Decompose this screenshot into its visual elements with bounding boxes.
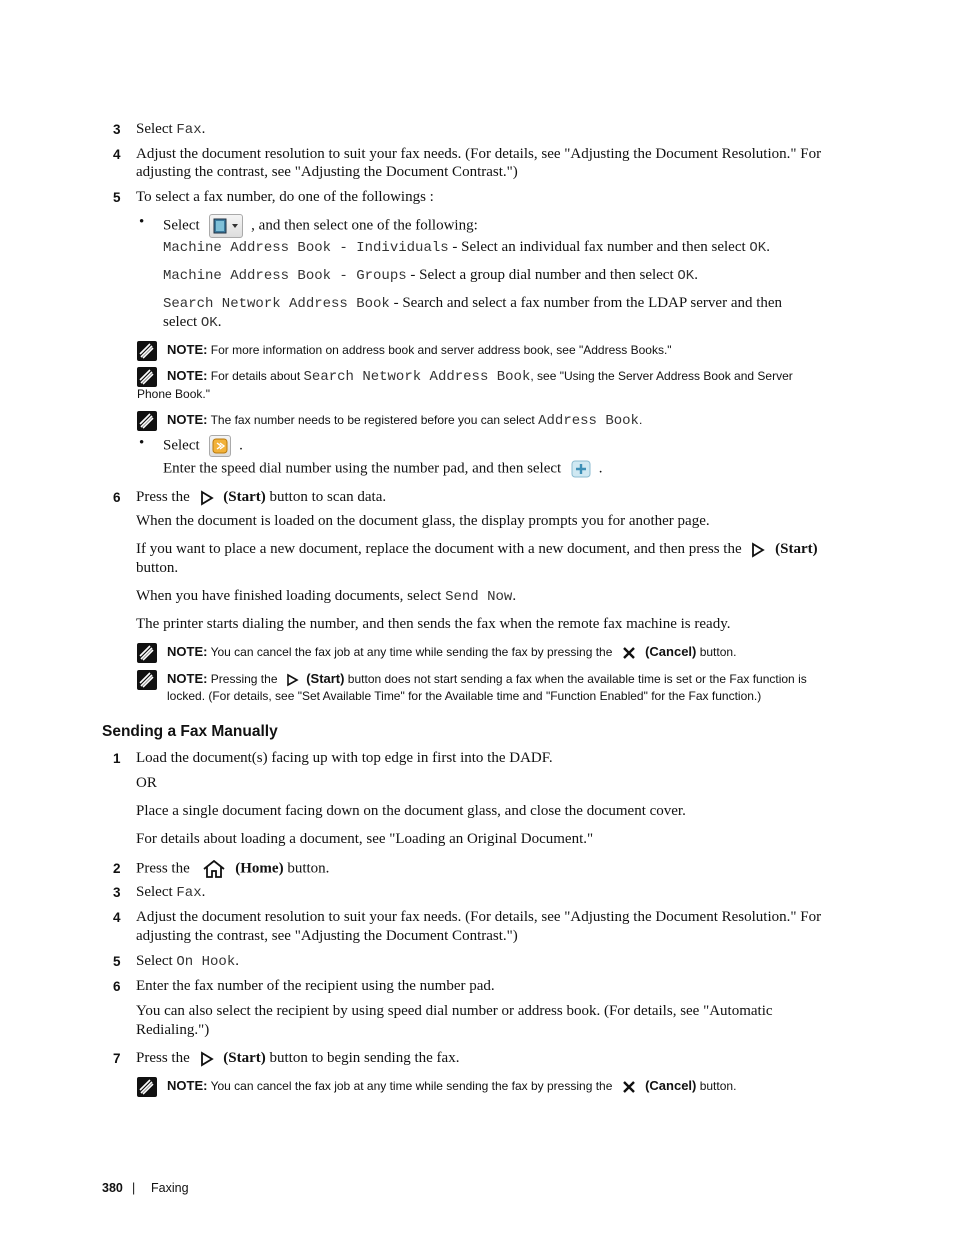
button-name: (Start) [775,541,818,557]
text: Select [163,437,200,454]
text: , and then select one of the following: [251,217,478,234]
bullet-text [163,435,243,457]
text: When you have finished loading documents, select [136,588,446,604]
text: . [638,413,643,427]
paragraph [136,588,516,605]
step-number: 3 [113,885,121,900]
text: . [239,437,243,454]
step-text-line1: Adjust the document resolution to suit your fax needs. (For details, see "Adjusting the Document Resolution." For [136,909,822,925]
section-heading: Sending a Fax Manually [102,723,278,740]
option-search-network-line2 [163,314,221,331]
text: button. [283,860,330,877]
page-number: 380 [102,1181,123,1195]
note [167,670,807,688]
note-icon [137,367,157,387]
text: . [235,953,239,969]
paragraph-line2: button. [136,560,179,576]
note [167,367,793,386]
button-name: (Start) [223,1050,266,1066]
step-number: 2 [113,861,121,876]
text: You can cancel the fax job at any time while sending the fax by pressing the [207,645,613,659]
step-number: 6 [113,979,121,994]
text: . [217,314,222,330]
step-number: 1 [113,751,121,766]
step-text [136,860,329,878]
code-text: Search Network Address Book [163,296,390,312]
note-label: NOTE: [167,412,208,427]
bullet: • [139,435,145,451]
code-text: Address Book [538,413,639,429]
text: Pressing the [207,672,278,686]
step-text [136,121,205,138]
note-label: NOTE: [167,1078,208,1093]
code-text: OK [200,315,218,331]
note-line2: locked. (For details, see "Set Available Time" for the Available time and "Function Enabled" for the Fax function.) [167,689,762,703]
step-number: 6 [113,490,121,505]
note-icon [137,341,157,361]
paragraph-line1: You can also select the recipient by using speed dial number or address book. (For details, see "Automatic [136,1003,773,1019]
text: You can cancel the fax job at any time while sending the fax by pressing the [207,1079,613,1093]
step-text-line2: adjusting the contrast, see "Adjusting the Document Contrast.") [136,928,518,944]
step-text [136,884,205,901]
code-text: Machine Address Book - Groups [163,268,407,284]
option-groups [163,267,698,284]
speed-dial-text [163,460,602,478]
address-book-icon [209,214,243,238]
step-number: 4 [113,147,121,162]
button-name: (Start) [306,671,345,686]
text: button does not start sending a fax when the available time is set or the Fax function is [344,672,807,686]
note-icon [137,670,157,690]
start-icon [285,673,299,687]
text: button. [696,645,737,659]
note-icon [137,411,157,431]
text: Enter the speed dial number using the number pad, and then select [163,460,562,477]
step-text: To select a fax number, do one of the followings : [136,189,434,205]
note [167,341,672,359]
text: Select [163,217,200,234]
step-text: Enter the fax number of the recipient using the number pad. [136,978,495,994]
start-icon [750,542,766,558]
note [167,1077,736,1095]
plus-icon [571,460,591,478]
cancel-icon [622,1080,636,1094]
paragraph-line2: Redialing.") [136,1022,210,1038]
text: - Select an individual fax number and then select [448,239,750,255]
note-label: NOTE: [167,368,208,383]
text: For more information on address book and server address book, see "Address Books." [207,343,672,357]
text: button to begin sending the fax. [265,1050,460,1066]
start-icon [199,490,215,506]
text: , see "Using the Server Address Book and Server [530,369,793,383]
button-name: (Start) [223,489,266,505]
code-text: Machine Address Book - Individuals [163,240,449,256]
paragraph: Place a single document facing down on the document glass, and close the document cover. [136,803,686,819]
note-label: NOTE: [167,644,208,659]
note-icon [137,643,157,663]
button-name: (Home) [235,860,284,877]
step-text: Load the document(s) facing up with top edge in first into the DADF. [136,750,553,766]
speed-dial-icon [209,435,231,457]
paragraph: The printer starts dialing the number, and then sends the fax when the remote fax machine is ready. [136,616,731,632]
code-text: On Hook [176,954,236,970]
step-number: 4 [113,910,121,925]
bullet-text [163,214,478,238]
code-text: Fax [176,122,202,138]
step-text [136,489,386,506]
button-name: (Cancel) [645,1078,697,1093]
text: . [201,121,206,137]
text: Press the [136,489,190,505]
step-text [136,1050,459,1067]
note-line2: Phone Book." [137,387,210,401]
cancel-icon [622,646,636,660]
paragraph [136,541,818,558]
bullet: • [139,214,145,230]
text: Select [136,953,177,969]
text: Press the [136,1050,190,1066]
text: For details about [207,369,304,383]
start-icon [199,1051,215,1067]
text: If you want to place a new document, replace the document with a new document, and then press the [136,541,742,557]
note-icon [137,1077,157,1097]
paragraph: When the document is loaded on the document glass, the display prompts you for another page. [136,513,710,529]
text: Select [136,121,177,137]
text: button to scan data. [265,489,387,505]
code-text: OK [749,240,767,256]
text: Press the [136,860,190,877]
note [167,411,642,430]
text: . [512,588,517,604]
note [167,643,736,661]
button-name: (Cancel) [645,644,697,659]
step-number: 3 [113,122,121,137]
code-text: Send Now [445,589,513,605]
text: . [766,239,770,255]
or-text: OR [136,775,157,791]
step-text-line1: Adjust the document resolution to suit your fax needs. (For details, see "Adjusting the Document Resolution." For [136,146,822,162]
note-label: NOTE: [167,671,208,686]
step-number: 5 [113,954,121,969]
option-individuals [163,239,770,256]
text: - Select a group dial number and then select [406,267,678,283]
text: . [694,267,698,283]
text: - Search and select a fax number from the LDAP server and then [389,295,783,311]
text: Select [136,884,177,900]
footer-section: Faxing [151,1181,189,1195]
option-search-network [163,295,782,312]
home-icon [202,860,226,878]
text: . [201,884,206,900]
text: The fax number needs to be registered before you can select [207,413,539,427]
code-text: Search Network Address Book [303,369,531,385]
step-number: 5 [113,190,121,205]
text: . [598,460,603,477]
step-text-line2: adjusting the contrast, see "Adjusting the Document Contrast.") [136,164,518,180]
note-label: NOTE: [167,342,208,357]
step-text [136,953,239,970]
step-number: 7 [113,1051,121,1066]
text: select [163,314,201,330]
code-text: Fax [176,885,202,901]
text: button. [696,1079,737,1093]
paragraph: For details about loading a document, see "Loading an Original Document." [136,831,594,847]
footer-separator: | [132,1181,136,1195]
code-text: OK [677,268,695,284]
